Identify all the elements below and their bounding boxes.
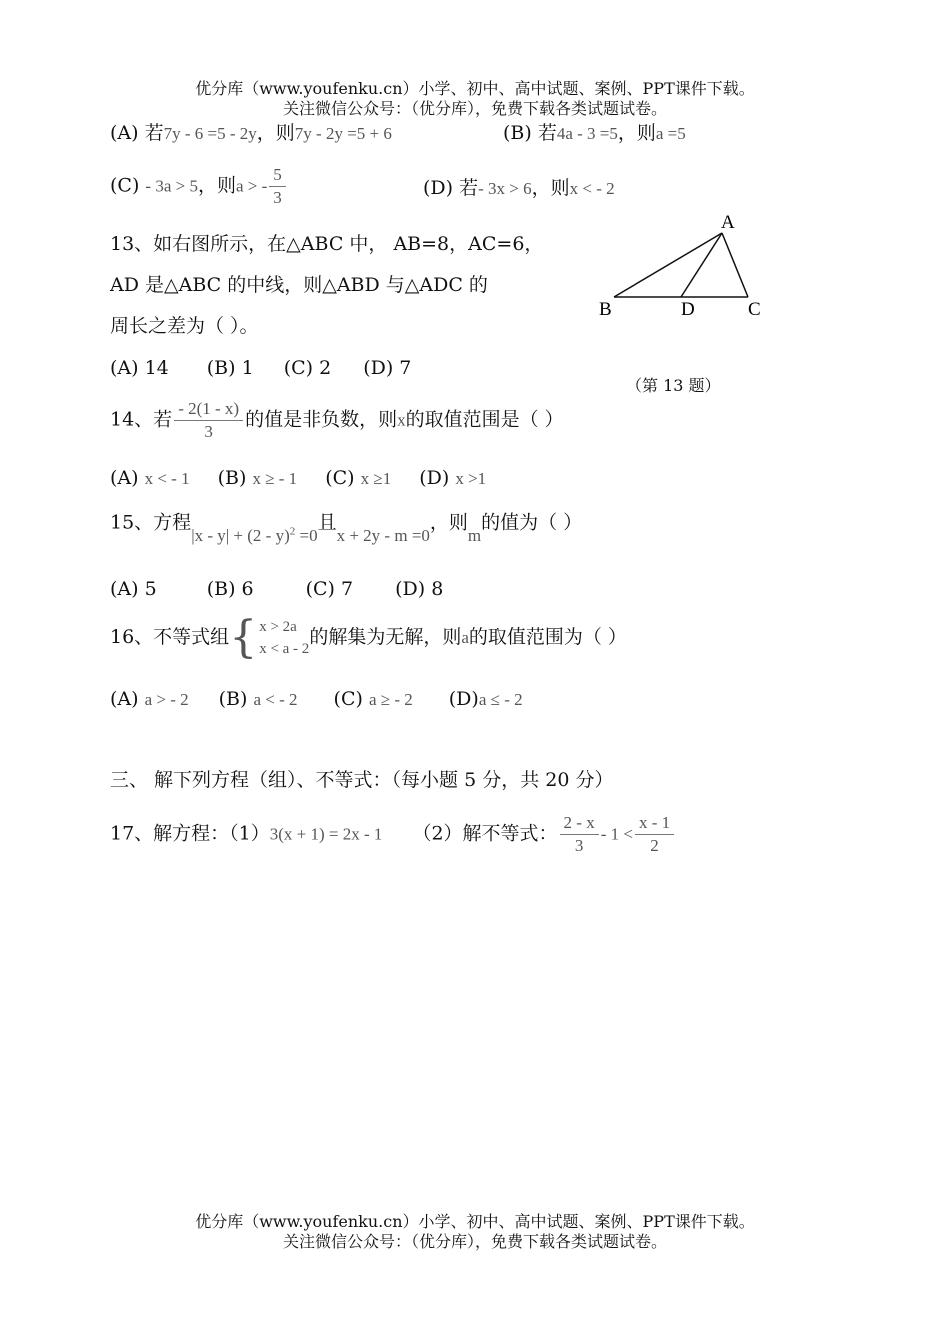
q13-options [110,356,411,380]
q14-fraction [174,398,243,443]
q12-a-mid: ，则 [256,122,295,144]
q15-var: m [467,525,482,545]
segment-ac [722,233,748,297]
q12-c-expr2: a > - [235,176,268,196]
q14-stem [110,398,564,443]
q12-a-expr2: 7y - 2y =5 + 6 [294,124,392,143]
q12-option-d [423,176,615,201]
q17-frac2-num: x - 1 [635,812,674,835]
q12-b-label: (B) 若 [503,122,557,144]
q16-option-b-expr: a < - 2 [253,690,298,709]
q16-var: a [461,628,469,647]
q16-option-a-label: (A) [110,688,139,710]
q12-c-fraction [269,164,286,209]
q15-suffix: 的值为（ ） [481,511,583,534]
q12-c-expr1: - 3a > 5 [145,176,198,196]
q14-option-a-label: (A) [110,467,139,489]
q16-options [110,687,523,712]
q15-exponent: 2 [289,525,296,537]
q17-frac1-den: 3 [574,836,584,855]
q15-stem [110,507,583,545]
segment-ad [681,233,722,297]
q15-option-c: (C) 7 [305,578,354,600]
q12-b-expr2: a =5 [655,124,686,143]
q15-expr1 [191,526,317,545]
q15-expr1-end: =0 [295,525,318,545]
q13-line3: 周长之差为（ ）。 [110,315,259,337]
q12-d-expr1: - 3x > 6 [478,179,532,198]
q14-var: x [397,410,406,430]
q12-c-mid: ，则 [197,174,236,197]
q15-option-b: (B) 6 [206,578,254,600]
q17-fraction-1 [560,812,599,857]
q15-expr1-base: |x - y| + (2 - y) [191,525,290,545]
q14-option-b-label: (B) [217,467,247,489]
q16-sys-row1: x > 2a [259,619,297,635]
q17-frac2-den: 2 [650,836,659,855]
q14-option-c-expr: x ≥1 [360,469,392,488]
q16-option-d-label: (D) [448,688,479,710]
q16-prefix: 16、不等式组 [110,626,230,648]
q16-option-c-expr: a ≥ - 2 [368,690,413,709]
section-3-title: 三、 解下列方程（组）、不等式：（每小题 5 分，共 20 分） [110,769,614,791]
q13-option-c: (C) 2 [283,357,332,379]
q14-option-a-expr: x < - 1 [144,469,190,488]
q12-d-expr2: x < - 2 [569,179,615,198]
q12-d-mid: ，则 [531,177,570,199]
page-footer-line2: 关注微信公众号：（优分库），免费下载各类试题试卷。 [282,1232,667,1251]
q14-frac-den: 3 [204,422,213,441]
q12-d-label: (D) 若 [423,177,479,199]
q15-prefix: 15、方程 [110,511,192,534]
q17-fraction-2 [635,812,674,857]
vertex-label-c: C [748,299,761,320]
q13-option-a: (A) 14 [110,357,169,379]
vertex-label-d: D [681,299,695,320]
q12-b-mid: ，则 [617,122,656,144]
page-header-line1: 优分库（www.youfenku.cn）小学、初中、高中试题、案例、PPT课件下载。 [195,79,755,98]
q15-mid2: ，则 [429,511,468,534]
q13-line2: AD 是△ABC 的中线，则△ABD 与△ADC 的 [110,274,488,296]
q13-option-d: (D) 7 [363,357,412,379]
q13-option-b: (B) 1 [206,357,254,379]
q17-part2: （2）解不等式： [412,822,558,845]
q14-frac-num: - 2(1 - x) [174,398,243,421]
segment-ab [614,233,722,297]
q17-stem [110,812,676,857]
q17-frac1-num: 2 - x [560,812,599,835]
q16-stem [110,612,627,663]
q12-a-label: (A) 若 [110,122,164,144]
q14-options [110,466,486,491]
q12-c-frac-den: 3 [273,188,282,207]
vertex-label-b: B [599,299,612,320]
q17-prefix: 17、解方程：（1） [110,822,270,845]
page-header-line2: 关注微信公众号：（优分库），免费下载各类试题试卷。 [282,99,667,118]
q17-mid: - 1 < [600,824,633,844]
q12-option-b [503,121,686,146]
q12-a-expr1: 7y - 6 =5 - 2y [163,124,257,143]
q16-option-c-label: (C) [333,688,363,710]
q15-expr2: x + 2y - m =0 [336,525,430,545]
q16-option-d-expr: a ≤ - 2 [478,690,523,709]
q15-mid: 且 [317,511,337,534]
q16-sys-row2: x < a - 2 [259,641,310,657]
q16-brace: { [229,612,258,663]
page-footer-line1: 优分库（www.youfenku.cn）小学、初中、高中试题、案例、PPT课件下载。 [195,1212,755,1231]
q15-options [110,577,443,601]
q16-option-b-label: (B) [218,688,248,710]
q12-option-c [110,164,288,209]
q16-option-a-expr: a > - 2 [144,690,189,709]
q14-suffix-1: 的值是非负数，则 [245,408,398,431]
q12-c-label: (C) [110,174,140,197]
q17-expr1: 3(x + 1) = 2x - 1 [269,824,383,844]
q14-option-d-label: (D) [419,467,450,489]
q14-option-d-expr: x >1 [455,469,487,488]
q15-option-a: (A) 5 [110,578,157,600]
q14-option-c-label: (C) [325,467,355,489]
q12-b-expr1: 4a - 3 =5 [556,124,618,143]
q14-suffix-2: 的取值范围是（ ） [405,408,564,431]
q16-suffix-1: 的解集为无解，则 [309,626,462,648]
q13-line1: 13、如右图所示，在△ABC 中， AB=8，AC=6， [110,233,544,255]
vertex-label-a: A [721,212,735,233]
q14-option-b-expr: x ≥ - 1 [252,469,298,488]
q16-inequality-system [229,612,310,663]
triangle-figure [590,205,780,325]
q12-option-a [110,121,392,146]
q15-option-d: (D) 8 [395,578,444,600]
q12-c-frac-num: 5 [269,164,286,187]
q14-prefix: 14、若 [110,408,173,431]
figure-caption: （第 13 题） [626,376,721,395]
q16-suffix-2: 的取值范围为（ ） [468,626,627,648]
